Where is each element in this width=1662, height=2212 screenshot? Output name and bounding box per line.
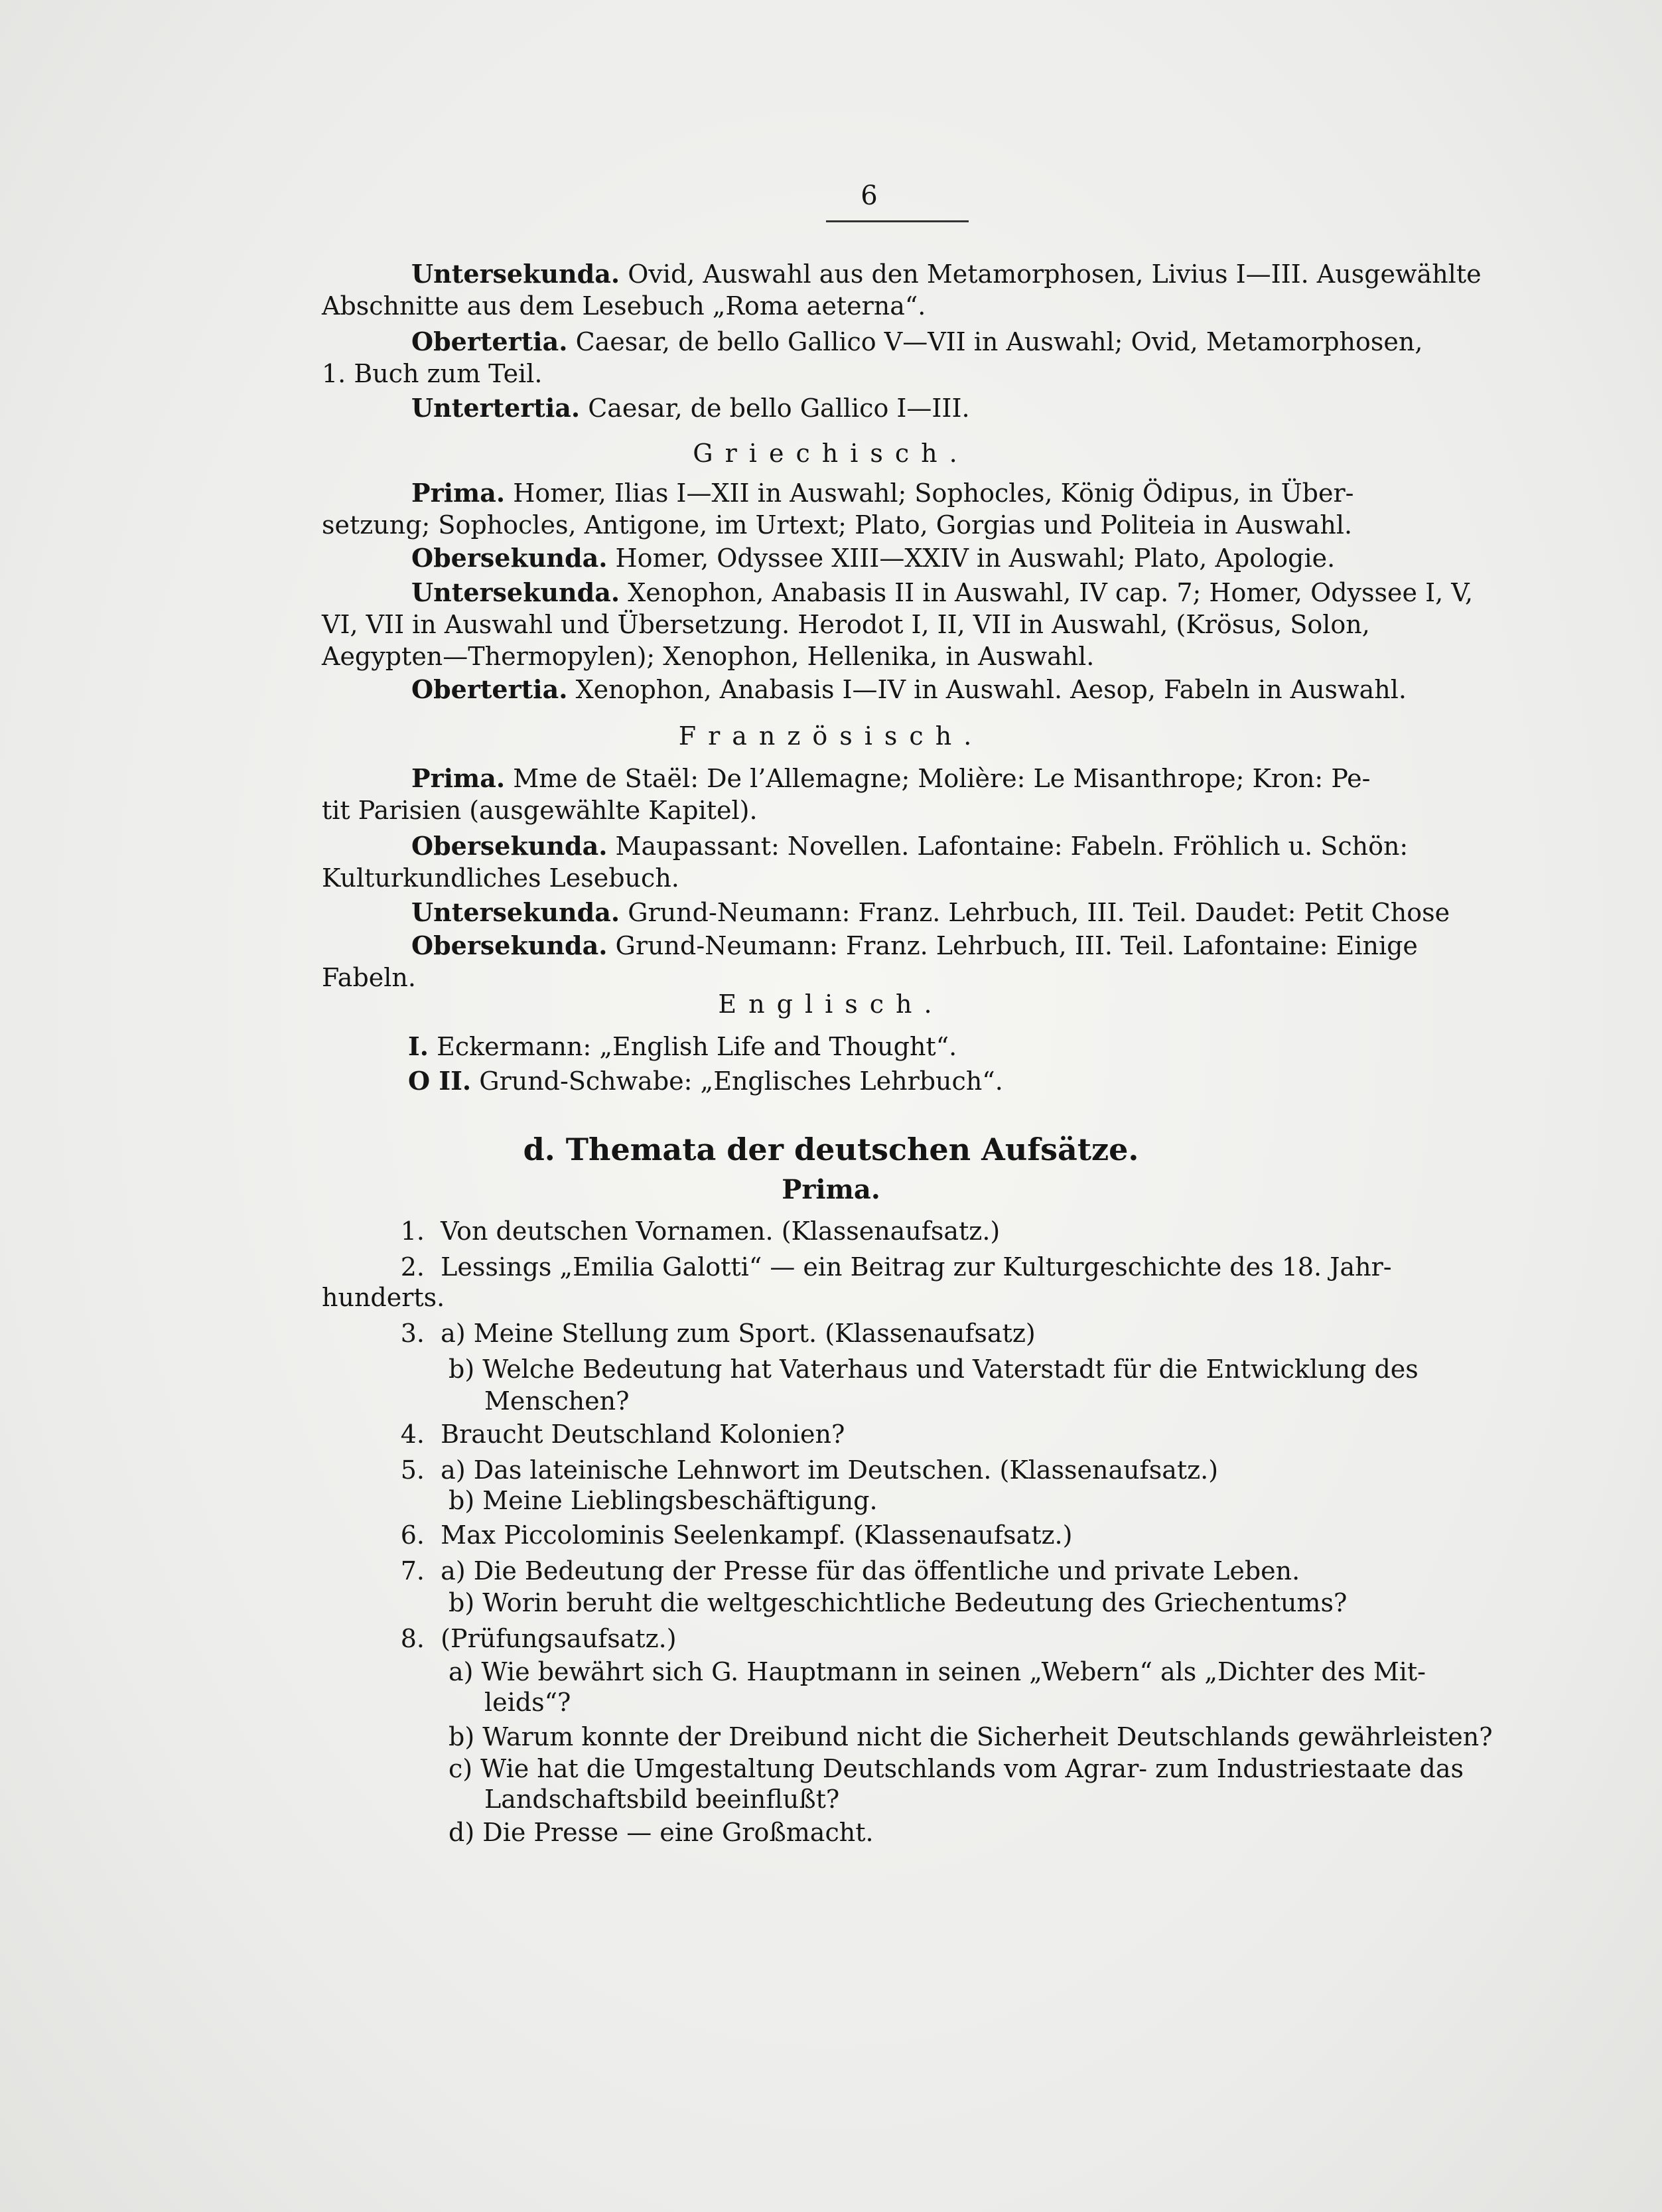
french-obersekunda-line2: Kulturkundliches Lesebuch. bbox=[322, 863, 679, 893]
theme-2-line2: hunderts. bbox=[322, 1283, 445, 1312]
theme-8-intro-text: (Prüfungsaufsatz.) bbox=[441, 1624, 677, 1653]
english-oii-label: O II. bbox=[408, 1066, 472, 1096]
latin-obertertia-line2: 1. Buch zum Teil. bbox=[322, 359, 543, 388]
french-untersekunda-text: Grund-Neumann: Franz. Lehrbuch, III. Teil. Daudet: Petit Chose bbox=[628, 898, 1450, 927]
french-obersekunda2-line2: Fabeln. bbox=[322, 963, 416, 992]
greek-obertertia-text: Xenophon, Anabasis I—IV in Auswahl. Aesop, Fabeln in Auswahl. bbox=[575, 675, 1407, 704]
french-untersekunda-label: Untersekunda. bbox=[411, 897, 620, 927]
page-number-rule bbox=[826, 220, 969, 222]
theme-3-line-b2: Menschen? bbox=[484, 1386, 630, 1416]
latin-untertertia-line1 bbox=[411, 392, 970, 425]
latin-untersekunda-text: Ovid, Auswahl aus den Metamorphosen, Livius I—III. Ausgewählte bbox=[628, 259, 1482, 289]
latin-untersekunda-line1 bbox=[411, 258, 1482, 291]
greek-heading: Griechisch. bbox=[693, 439, 969, 468]
theme-7-line-b: b) Worin beruht die weltgeschichtliche Bedeutung des Griechentums? bbox=[449, 1588, 1348, 1617]
french-obersekunda2-text: Grund-Neumann: Franz. Lehrbuch, III. Teil. Lafontaine: Einige bbox=[615, 931, 1418, 960]
theme-2-line1 bbox=[385, 1250, 1392, 1284]
theme-4-text: Braucht Deutschland Kolonien? bbox=[441, 1420, 845, 1449]
greek-prima-line2: setzung; Sophocles, Antigone, im Urtext; Plato, Gorgias und Politeia in Auswahl. bbox=[322, 510, 1353, 540]
theme-7-line-a bbox=[385, 1554, 1300, 1587]
theme-1 bbox=[385, 1215, 1000, 1248]
greek-prima-line1 bbox=[411, 477, 1354, 510]
theme-5-line-a bbox=[385, 1453, 1218, 1487]
theme-3a-text: a) Meine Stellung zum Sport. (Klassenaufsatz) bbox=[441, 1319, 1036, 1348]
french-prima-line1 bbox=[411, 762, 1371, 795]
latin-untersekunda-label: Untersekunda. bbox=[411, 259, 620, 289]
themes-heading: d. Themata der deutschen Aufsätze. bbox=[523, 1132, 1139, 1167]
english-i-line bbox=[408, 1030, 957, 1063]
french-heading: Französisch. bbox=[678, 721, 984, 751]
page-number: 6 bbox=[861, 181, 878, 211]
french-obersekunda2-line1 bbox=[411, 929, 1418, 962]
french-obersekunda2-label: Obersekunda. bbox=[411, 930, 608, 960]
themes-subheading: Prima. bbox=[782, 1174, 880, 1205]
greek-untersekunda-label: Untersekunda. bbox=[411, 577, 620, 607]
theme-7-number: 7. bbox=[400, 1556, 425, 1585]
french-obersekunda-text: Maupassant: Novellen. Lafontaine: Fabeln. Fröhlich u. Schön: bbox=[615, 832, 1409, 861]
latin-untertertia-label: Untertertia. bbox=[411, 393, 581, 423]
theme-8-number: 8. bbox=[400, 1624, 425, 1653]
greek-obertertia-label: Obertertia. bbox=[411, 674, 568, 704]
latin-obertertia-label: Obertertia. bbox=[411, 327, 568, 356]
theme-3-line-a bbox=[385, 1317, 1036, 1350]
theme-8-line-a2: leids“? bbox=[484, 1688, 571, 1717]
theme-5a-text: a) Das lateinische Lehnwort im Deutschen. (Klassenaufsatz.) bbox=[441, 1455, 1219, 1485]
latin-obertertia-line1 bbox=[411, 325, 1422, 358]
latin-untersekunda-line2: Abschnitte aus dem Lesebuch „Roma aeterna“. bbox=[322, 291, 926, 321]
french-untersekunda-line1 bbox=[411, 896, 1450, 929]
french-prima-line2: tit Parisien (ausgewählte Kapitel). bbox=[322, 796, 758, 825]
theme-8-line-a1: a) Wie bewährt sich G. Hauptmann in seinen „Webern“ als „Dichter des Mit- bbox=[449, 1657, 1426, 1686]
french-prima-text: Mme de Staël: De l’Allemagne; Molière: Le Misanthrope; Kron: Pe- bbox=[513, 764, 1371, 793]
theme-3-number: 3. bbox=[400, 1319, 425, 1348]
theme-1-text: Von deutschen Vornamen. (Klassenaufsatz.) bbox=[441, 1217, 1001, 1246]
theme-2-text: Lessings „Emilia Galotti“ — ein Beitrag zur Kulturgeschichte des 18. Jahr- bbox=[441, 1252, 1392, 1282]
greek-untersekunda-line3: Aegypten—Thermopylen); Xenophon, Hellenika, in Auswahl. bbox=[322, 642, 1095, 671]
english-i-text: Eckermann: „English Life and Thought“. bbox=[437, 1032, 957, 1061]
english-i-label: I. bbox=[408, 1031, 429, 1061]
theme-5-number: 5. bbox=[400, 1455, 425, 1485]
greek-obersekunda-label: Obersekunda. bbox=[411, 543, 608, 573]
greek-untersekunda-text: Xenophon, Anabasis II in Auswahl, IV cap. 7; Homer, Odyssee I, V, bbox=[628, 578, 1474, 607]
greek-prima-label: Prima. bbox=[411, 478, 506, 508]
theme-8-intro bbox=[385, 1622, 677, 1655]
theme-7a-text: a) Die Bedeutung der Presse für das öffentliche und private Leben. bbox=[441, 1556, 1300, 1585]
latin-untertertia-text: Caesar, de bello Gallico I—III. bbox=[588, 394, 970, 423]
greek-prima-text: Homer, Ilias I—XII in Auswahl; Sophocles, König Ödipus, in Über- bbox=[513, 479, 1354, 508]
french-obersekunda-line1 bbox=[411, 830, 1408, 863]
french-prima-label: Prima. bbox=[411, 763, 506, 793]
english-heading: Englisch. bbox=[718, 990, 944, 1019]
english-oii-line bbox=[408, 1065, 1003, 1098]
theme-6-number: 6. bbox=[400, 1520, 425, 1550]
greek-untersekunda-line1 bbox=[411, 576, 1473, 609]
theme-8-line-d: d) Die Presse — eine Großmacht. bbox=[449, 1818, 874, 1847]
latin-obertertia-text: Caesar, de bello Gallico V—VII in Auswahl; Ovid, Metamorphosen, bbox=[575, 327, 1423, 356]
theme-2-number: 2. bbox=[400, 1252, 425, 1282]
theme-1-number: 1. bbox=[400, 1217, 425, 1246]
english-oii-text: Grund-Schwabe: „Englisches Lehrbuch“. bbox=[479, 1067, 1003, 1096]
theme-6 bbox=[385, 1518, 1072, 1552]
greek-obersekunda-line1 bbox=[411, 542, 1335, 575]
theme-4-number: 4. bbox=[400, 1420, 425, 1449]
greek-untersekunda-line2: VI, VII in Auswahl und Übersetzung. Herodot I, II, VII in Auswahl, (Krösus, Solon, bbox=[322, 610, 1370, 639]
greek-obersekunda-text: Homer, Odyssee XIII—XXIV in Auswahl; Plato, Apologie. bbox=[615, 544, 1336, 573]
theme-3-line-b1: b) Welche Bedeutung hat Vaterhaus und Vaterstadt für die Entwicklung des bbox=[449, 1355, 1419, 1384]
french-obersekunda-label: Obersekunda. bbox=[411, 831, 608, 861]
theme-6-text: Max Piccolominis Seelenkampf. (Klassenaufsatz.) bbox=[441, 1520, 1073, 1550]
theme-8-line-c2: Landschaftsbild beeinflußt? bbox=[484, 1785, 840, 1814]
theme-4 bbox=[385, 1418, 845, 1451]
theme-8-line-c1: c) Wie hat die Umgestaltung Deutschlands vom Agrar- zum Industriestaate das bbox=[449, 1754, 1464, 1783]
theme-5-line-b: b) Meine Lieblingsbeschäftigung. bbox=[449, 1486, 878, 1515]
greek-obertertia-line1 bbox=[411, 673, 1407, 706]
theme-8-line-b: b) Warum konnte der Dreibund nicht die Sicherheit Deutschlands gewährleisten? bbox=[449, 1722, 1493, 1751]
